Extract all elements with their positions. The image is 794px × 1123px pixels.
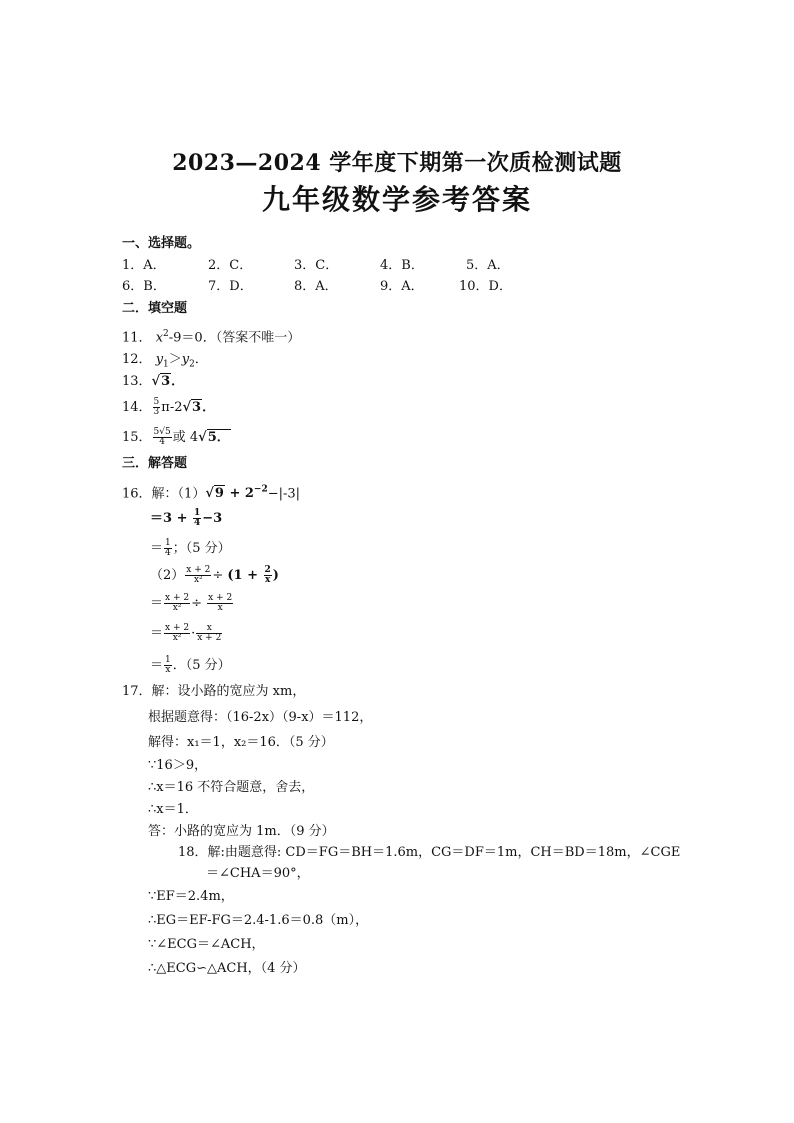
q18-line-4: ∴EG＝EF-FG＝2.4-1.6＝0.8（m）， xyxy=(148,913,369,928)
q16-line-2: ＝3 + $\frac{1}{4}$ −3 xyxy=(150,508,223,528)
exam-title: 2023—2024 学年度下期第一次质检测试题 xyxy=(172,150,622,176)
q18-line-5: ∵∠ECG＝∠ACH， xyxy=(148,937,265,952)
choice-answer: 8．A． xyxy=(294,279,338,294)
q18-line-6: ∴△ECG∽△ACH，（4 分） xyxy=(148,961,306,976)
q17-line-2: 根据题意得：（16-2x）（9-x）＝112， xyxy=(148,710,373,725)
choice-answer: 1．A． xyxy=(122,258,166,273)
answer-11: 11． $x^2-9=0$．（答案不唯一） xyxy=(122,329,301,346)
q17-line-3: 解得：x₁＝1，x₂＝16．（5 分） xyxy=(148,735,334,750)
q16-line-1: 16．解：$(1)√9 + 2^{-2}-|-3|$ xyxy=(122,485,301,502)
answer-15: 15． $\frac{5√5}{4}$ 或 4√5． xyxy=(122,427,230,447)
q16-line-5: ＝ $\frac{x + 2}{\text{x²}}$ ÷ $\frac{x + 2}{x}$ xyxy=(150,593,233,613)
q17-line-6: ∴x＝1． xyxy=(148,802,198,817)
q18-line-3: ∵EF＝2.4m， xyxy=(148,889,234,904)
section-fill-heading: 二．填空题 xyxy=(122,301,188,316)
choice-answer: 2．C． xyxy=(208,258,253,273)
q16-line-3: ＝ $\frac{1}{4}$ ；（5 分） xyxy=(150,538,231,558)
choice-answer: 7．D． xyxy=(208,279,253,294)
q17-line-5: ∴x＝16 不符合题意，舍去， xyxy=(148,780,315,795)
q16-line-7: ＝ $\frac{1}{x}$ ．（5 分） xyxy=(150,655,231,675)
choice-answer: 4．B． xyxy=(380,258,424,273)
choice-answer: 3．C． xyxy=(294,258,339,273)
choice-answer: 6．B． xyxy=(122,279,166,294)
q16-line-4: （2） $\frac{x + 2}{\text{x²}}$ ÷ (1 + $\frac{2}{x}$ ) xyxy=(150,565,279,585)
answer-13: 13．√3． xyxy=(122,374,185,389)
answer-14: 14． $\frac{5}{3}$ π-2√3． xyxy=(122,397,216,417)
choice-answer: 5．A． xyxy=(466,258,510,273)
section-choice-heading: 一、选择题。 xyxy=(122,236,201,251)
q17-line-7: 答：小路的宽应为 1m．（9 分） xyxy=(148,824,335,839)
choice-answer: 9．A． xyxy=(380,279,424,294)
answer-key-title: 九年级数学参考答案 xyxy=(261,183,532,216)
q17-line-1: 17．解：设小路的宽应为 xm， xyxy=(122,684,306,699)
q18-line-2: ＝∠CHA＝90°， xyxy=(206,866,310,881)
q18-line-1: 18．解:由题意得: CD＝FG＝BH＝1.6m，CG＝DF＝1m，CH＝BD＝18m，∠CGE xyxy=(178,845,681,860)
q16-line-6: ＝ $\frac{x + 2}{\text{x²}}$ · $\frac{x}{x + 2}$ xyxy=(150,623,222,643)
answer-12: 12． $y_1>y_2$． xyxy=(122,352,208,370)
section-solution-heading: 三．解答题 xyxy=(122,456,188,471)
choice-answer: 10．D． xyxy=(459,279,512,294)
q17-line-4: ∵16＞9， xyxy=(148,758,208,773)
